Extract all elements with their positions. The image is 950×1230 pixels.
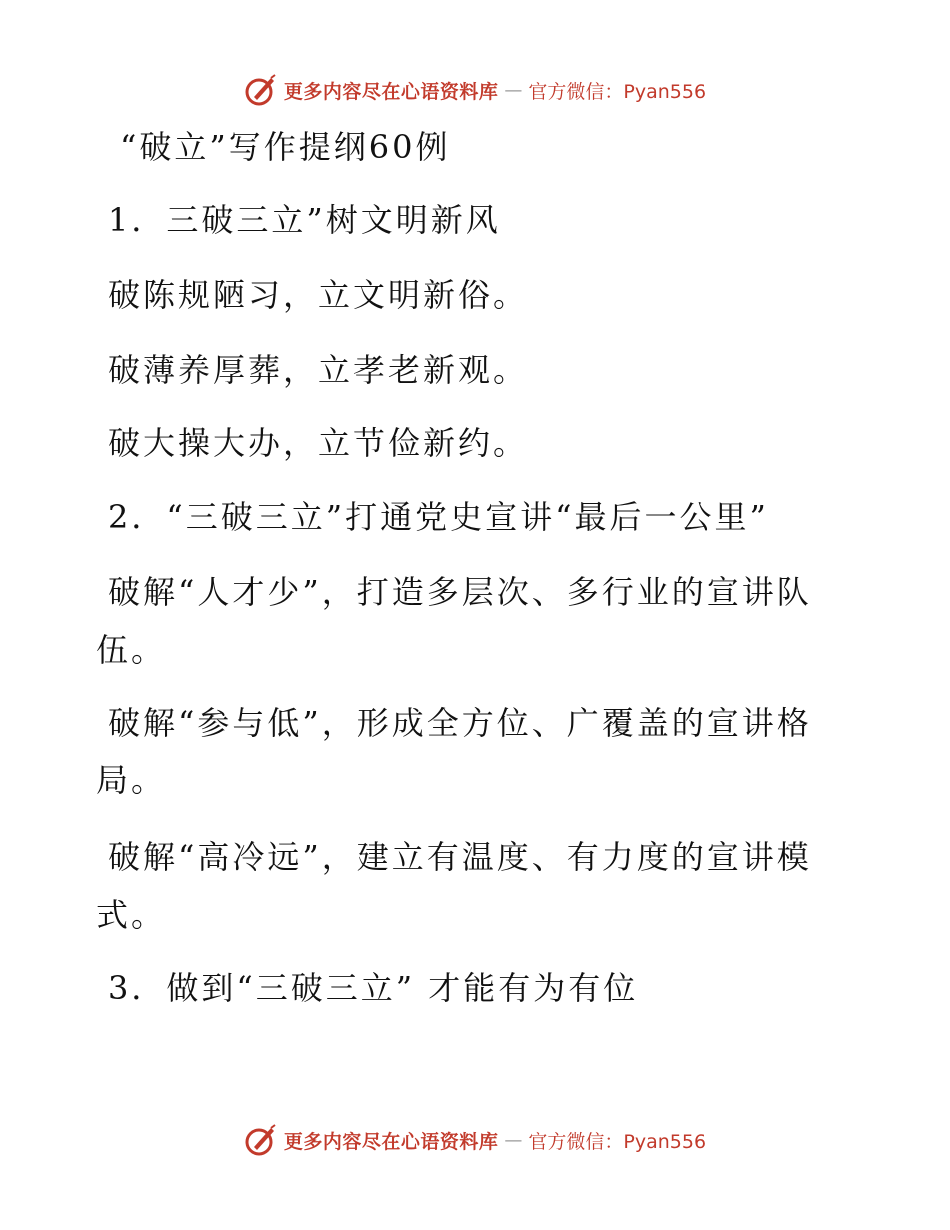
section-heading-3: 3．做到“三破三立” 才能有为有位 <box>108 969 639 1007</box>
paragraph-line: 破解“人才少”，打造多层次、多行业的宣讲队 <box>108 573 812 611</box>
watermark-brand: 更多内容尽在心语资料库 <box>283 80 499 103</box>
section-heading-2: 2．“三破三立”打通党史宣讲“最后一公里” <box>108 498 769 536</box>
paragraph-line-wrap: 式。 <box>96 896 167 934</box>
watermark-contact: 官方微信：Pyan556 <box>528 80 707 103</box>
quill-pen-logo-icon <box>244 1123 278 1157</box>
section-heading-1: 1．三破三立”树文明新风 <box>108 201 501 239</box>
paragraph-line: 破陈规陋习，立文明新俗。 <box>108 276 529 314</box>
quill-pen-logo-icon <box>244 73 278 107</box>
paragraph-line: 破解“高冷远”，建立有温度、有力度的宣讲模 <box>108 838 812 876</box>
document-title: “破立”写作提纲60例 <box>120 128 451 166</box>
paragraph-line: 破大操大办，立节俭新约。 <box>108 424 529 462</box>
footer-watermark <box>0 1120 950 1160</box>
watermark-dash: — <box>504 79 523 101</box>
paragraph-line: 破解“参与低”，形成全方位、广覆盖的宣讲格 <box>108 704 812 742</box>
paragraph-line: 破薄养厚葬，立孝老新观。 <box>108 351 529 389</box>
paragraph-line-wrap: 伍。 <box>96 631 167 669</box>
watermark-brand: 更多内容尽在心语资料库 <box>283 1130 499 1153</box>
watermark-dash: — <box>504 1129 523 1151</box>
paragraph-line-wrap: 局。 <box>96 761 167 799</box>
header-watermark <box>0 70 950 110</box>
watermark-contact: 官方微信：Pyan556 <box>528 1130 707 1153</box>
